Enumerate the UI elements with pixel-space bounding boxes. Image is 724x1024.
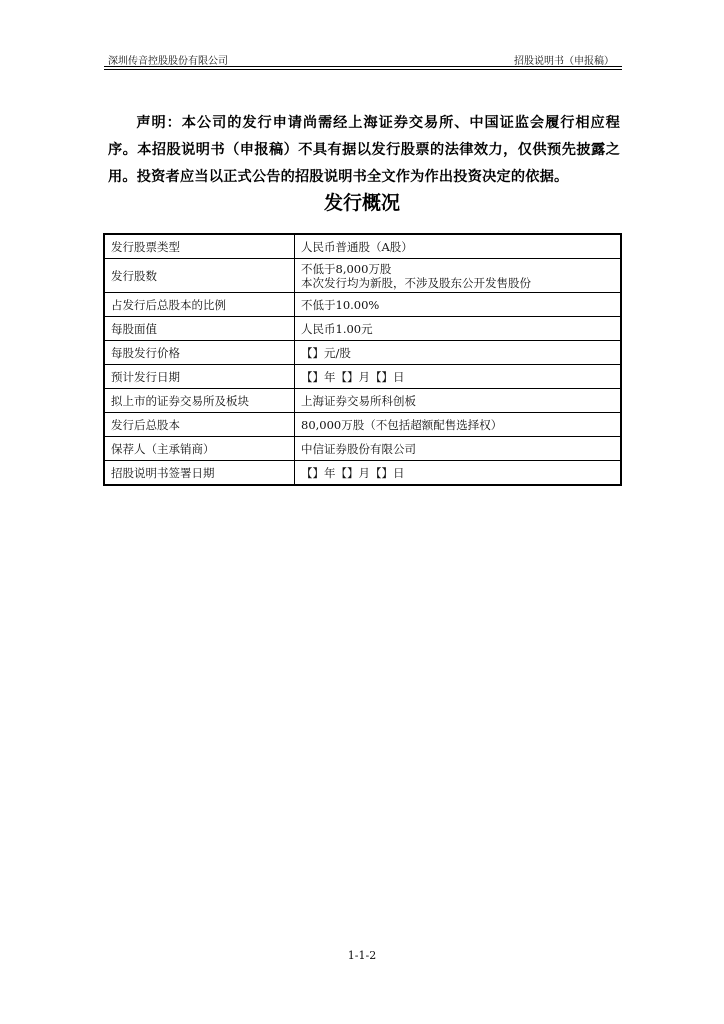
page-number: 1-1-2 — [347, 949, 377, 962]
table-value-line: 【】年【】月【】日 — [301, 369, 405, 384]
table-value-line: 中信证券股份有限公司 — [301, 441, 416, 456]
table-value-line: 【】元/股 — [301, 345, 351, 360]
table-key-cell: 招股说明书签署日期 — [104, 461, 295, 486]
table-value-cell — [295, 389, 622, 413]
table-value-line: 不低于10.00% — [301, 297, 380, 312]
header-rule — [104, 66, 622, 67]
table-row — [104, 259, 621, 293]
table-key-cell: 保荐人（主承销商） — [104, 437, 295, 461]
table-value-line: 不低于8,000万股 — [301, 261, 392, 276]
table-row — [104, 413, 621, 437]
header-rule-double — [104, 69, 622, 70]
table-row — [104, 365, 621, 389]
table-value-line: 80,000万股（不包括超额配售选择权） — [301, 417, 503, 432]
table-row — [104, 317, 621, 341]
table-value-cell — [295, 341, 622, 365]
table-value-cell — [295, 259, 622, 293]
table-value-cell — [295, 365, 622, 389]
table-value-line: 人民币普通股（A股） — [301, 239, 413, 254]
table-row — [104, 293, 621, 317]
table-row — [104, 461, 621, 486]
table-value-line: 本次发行均为新股，不涉及股东公开发售股份 — [301, 275, 531, 290]
issuance-overview-table — [103, 233, 622, 486]
table-row — [104, 341, 621, 365]
table-row — [104, 437, 621, 461]
table-value-cell — [295, 461, 622, 486]
table-value-cell — [295, 293, 622, 317]
table-key-cell: 发行后总股本 — [104, 413, 295, 437]
table-key-cell: 发行股票类型 — [104, 234, 295, 259]
table-key-cell: 发行股数 — [104, 259, 295, 293]
table-key-cell: 预计发行日期 — [104, 365, 295, 389]
table-key-cell: 每股面值 — [104, 317, 295, 341]
section-title: 发行概况 — [323, 192, 400, 214]
table-value-line: 人民币1.00元 — [301, 321, 373, 336]
table-value-cell — [295, 413, 622, 437]
header-document-type: 招股说明书（申报稿） — [514, 56, 614, 67]
table-row — [104, 389, 621, 413]
table-row — [104, 234, 621, 259]
table-key-cell: 拟上市的证券交易所及板块 — [104, 389, 295, 413]
table-value-line: 上海证券交易所科创板 — [301, 393, 416, 408]
table-value-cell — [295, 317, 622, 341]
table-key-cell: 占发行后总股本的比例 — [104, 293, 295, 317]
table-value-line: 【】年【】月【】日 — [301, 465, 405, 480]
header-company-name: 深圳传音控股股份有限公司 — [108, 56, 228, 67]
table-value-cell — [295, 437, 622, 461]
table-key-cell: 每股发行价格 — [104, 341, 295, 365]
table-value-cell — [295, 234, 622, 259]
disclaimer-statement: 声明：本公司的发行申请尚需经上海证券交易所、中国证监会履行相应程序。本招股说明书（申报稿）不具有据以发行股票的法律效力，仅供预先披露之用。投资者应当以正式公告的招股说明书全文作为作出投资决定的依据。 — [108, 115, 620, 186]
